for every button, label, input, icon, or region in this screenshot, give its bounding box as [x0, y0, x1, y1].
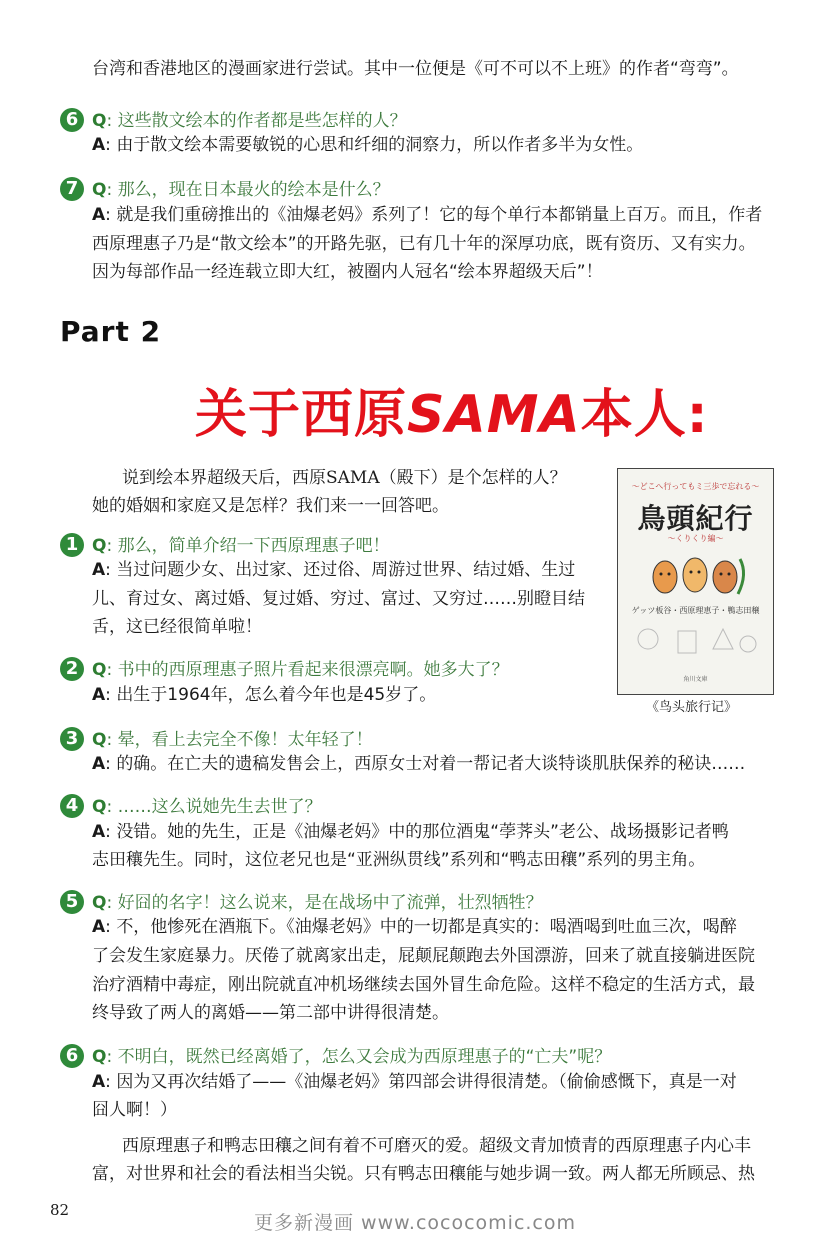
section-title-pre: 关于西原	[195, 385, 408, 445]
question-number-badge: 6	[60, 108, 84, 132]
qa-separator: :	[105, 754, 117, 774]
a-label: A	[92, 685, 106, 705]
a-label: A	[92, 917, 106, 937]
qa-separator: :	[105, 822, 117, 842]
answer-text: 就是我们重磅推出的《油爆老妈》系列了！它的每个单行本都销量上百万。而且，作者	[116, 205, 763, 225]
qa-separator: :	[105, 685, 117, 705]
section-title	[195, 372, 709, 447]
book-cover-image	[617, 468, 774, 695]
answer-line: 终导致了两人的离婚——第二部中讲得很清楚。	[92, 1003, 449, 1023]
closing-line: 富，对世界和社会的看法相当尖锐。只有鸭志田穰能与她步调一致。两人都无所顾忌、热	[92, 1164, 755, 1184]
book-cover-doodles	[628, 619, 763, 669]
part-heading: Part 2	[60, 315, 162, 348]
a-label: A	[92, 754, 106, 774]
answer-line	[92, 916, 737, 938]
qa-separator: :	[106, 180, 118, 200]
book-cover-publisher: 角川文庫	[683, 676, 708, 683]
closing-line: 西原理惠子和鸭志田穰之间有着不可磨灭的爱。超级文青加愤青的西原理惠子内心丰	[122, 1136, 751, 1156]
q-label: Q	[92, 797, 107, 817]
question-number-badge: 4	[60, 794, 84, 818]
book-cover-authors: ゲッツ板谷・西原理恵子・鴨志田穣	[631, 606, 760, 615]
answer-line: 舌，这已经很简单啦！	[92, 617, 262, 637]
answer-line: 了会发生家庭暴力。厌倦了就离家出走，屁颠屁颠跑去外国漂游，回来了就直接躺进医院	[92, 946, 755, 966]
a-label: A	[92, 1072, 106, 1092]
answer-text: 因为又再次结婚了——《油爆老妈》第四部会讲得很清楚。（偷偷感慨下，真是一对	[116, 1072, 737, 1092]
question-text: ……这么说她先生去世了？	[117, 797, 322, 817]
answer-text: 由于散文绘本需要敏锐的心思和纤细的洞察力，所以作者多半为女性。	[116, 135, 644, 155]
answer-line: 西原理惠子乃是“散文绘本”的开路先驱，已有几十年的深厚功底，既有资历、又有实力。	[92, 234, 756, 254]
book-cover-tagline: ～どこへ行ってもミ三歩で忘れる～	[631, 482, 760, 491]
question-text: 那么，现在日本最火的绘本是什么？	[117, 180, 390, 200]
answer-line: 因为每部作品一经连载立即大红，被圈内人冠名“绘本界超级天后”！	[92, 262, 603, 282]
book-cover-subtitle: ～くりくり編～	[667, 534, 724, 543]
question-number-badge: 6	[60, 1044, 84, 1068]
book-cover-title: 鳥頭紀行	[637, 502, 754, 535]
book-caption: 《鸟头旅行记》	[646, 700, 738, 715]
intro-line: 她的婚姻和家庭又是怎样？我们来一一回答吧。	[92, 496, 449, 516]
qa-separator: :	[105, 1072, 117, 1092]
answer-line	[92, 559, 575, 581]
question-number-badge: 5	[60, 890, 84, 914]
qa-separator: :	[106, 660, 118, 680]
q-label: Q	[92, 660, 107, 680]
answer-line	[92, 821, 729, 843]
question-number-badge: 7	[60, 177, 84, 201]
question-number-badge: 2	[60, 657, 84, 681]
q-label: Q	[92, 180, 107, 200]
question-line	[92, 179, 390, 201]
q-label: Q	[92, 893, 107, 913]
answer-line: 儿、育过女、离过婚、复过婚、穷过、富过、又穷过……别瞪目结	[92, 589, 585, 609]
question-text: 这些散文绘本的作者都是些怎样的人？	[117, 111, 407, 131]
q-label: Q	[92, 730, 107, 750]
qa-separator: :	[105, 135, 117, 155]
question-line	[92, 796, 322, 818]
answer-line: 志田穰先生。同时，这位老兄也是“亚洲纵贯线”系列和“鸭志田穰”系列的男主角。	[92, 850, 706, 870]
a-label: A	[92, 205, 106, 225]
a-label: A	[92, 560, 106, 580]
answer-line	[92, 684, 436, 706]
answer-text: 不，他惨死在酒瓶下。《油爆老妈》中的一切都是真实的：喝酒喝到吐血三次，喝醉	[116, 917, 737, 937]
answer-text: 没错。她的先生，正是《油爆老妈》中的那位酒鬼“荸荠头”老公、战场摄影记者鸭	[116, 822, 729, 842]
question-line	[92, 892, 543, 914]
question-number-badge: 1	[60, 533, 84, 557]
section-title-post: 本人:	[580, 385, 709, 445]
qa-separator: :	[105, 917, 117, 937]
answer-line	[92, 1071, 737, 1093]
answer-line	[92, 134, 643, 156]
intro-line: 说到绘本界超级天后，西原SAMA（殿下）是个怎样的人？	[122, 468, 567, 488]
question-text: 那么，简单介绍一下西原理惠子吧！	[117, 536, 390, 556]
qa-separator: :	[106, 797, 118, 817]
question-text: 晕，看上去完全不像！太年轻了！	[117, 730, 373, 750]
qa-separator: :	[105, 205, 117, 225]
answer-line: 治疗酒精中毒症，刚出院就直冲机场继续去国外冒生命危险。这样不稳定的生活方式，最	[92, 975, 755, 995]
question-text: 好囧的名字！这么说来，是在战场中了流弹，壮烈牺牲？	[117, 893, 543, 913]
question-line	[92, 659, 509, 681]
qa-separator: :	[105, 560, 117, 580]
q-label: Q	[92, 536, 107, 556]
q-label: Q	[92, 1047, 107, 1067]
answer-line	[92, 753, 745, 775]
watermark-footer: 更多新漫画 www.cococomic.com	[253, 1212, 577, 1234]
answer-line	[92, 204, 762, 226]
qa-separator: :	[106, 536, 118, 556]
qa-separator: :	[106, 730, 118, 750]
question-line	[92, 729, 373, 751]
question-text: 书中的西原理惠子照片看起来很漂亮啊。她多大了？	[117, 660, 509, 680]
answer-line: 囧人啊！）	[92, 1100, 177, 1120]
question-line	[92, 1046, 611, 1068]
q-label: Q	[92, 111, 107, 131]
book-cover-illustration	[640, 549, 750, 599]
section-title-latin: SAMA	[407, 385, 581, 445]
qa-separator: :	[106, 1047, 118, 1067]
answer-text: 当过问题少女、出过家、还过俗、周游过世界、结过婚、生过	[116, 560, 576, 580]
question-text: 不明白，既然已经离婚了，怎么又会成为西原理惠子的“亡夫”呢？	[117, 1047, 612, 1067]
question-line	[92, 110, 407, 132]
answer-text: 出生于1964年，怎么着今年也是45岁了。	[116, 685, 437, 705]
qa-separator: :	[106, 893, 118, 913]
a-label: A	[92, 822, 106, 842]
a-label: A	[92, 135, 106, 155]
question-line	[92, 535, 390, 557]
top-line: 台湾和香港地区的漫画家进行尝试。其中一位便是《可不可以不上班》的作者“弯弯”。	[92, 59, 739, 79]
answer-text: 的确。在亡夫的遗稿发售会上，西原女士对着一帮记者大谈特谈肌肤保养的秘诀……	[116, 754, 746, 774]
question-number-badge: 3	[60, 727, 84, 751]
page-number: 82	[50, 1201, 70, 1219]
qa-separator: :	[106, 111, 118, 131]
